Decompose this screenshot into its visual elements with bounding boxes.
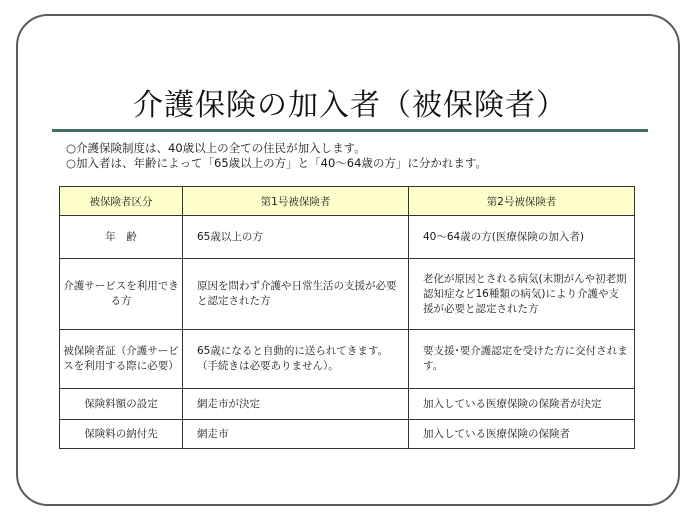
row-category: 年 齢 <box>60 216 183 259</box>
intro-text <box>66 141 487 171</box>
first-insured-cell: 原因を問わず介護や日常生活の支援が必要と認定された方 <box>183 259 409 330</box>
first-insured-cell: 65歳以上の方 <box>183 216 409 259</box>
second-insured-cell: 老化が原因とされる病気(末期がんや初老期認知症など16種類の病気)により介護や支援が必要と認定された方 <box>409 259 635 330</box>
table-row <box>60 420 635 449</box>
insured-table <box>59 186 635 449</box>
slide-title: 介護保険の加入者（被保険者） <box>133 88 567 123</box>
title-divider <box>52 129 648 132</box>
second-insured-cell: 要支援･要介護認定を受けた方に交付されます。 <box>409 330 635 389</box>
table-row <box>60 259 635 330</box>
table-header-row <box>60 187 635 216</box>
first-insured-cell: 網走市が決定 <box>183 389 409 420</box>
first-insured-cell: 65歳になると自動的に送られてきます。（手続きは必要ありません）。 <box>183 330 409 389</box>
row-category: 被保険者証（介護サービスを利用する際に必要） <box>60 330 183 389</box>
intro-line-1: ○介護保険制度は、40歳以上の全ての住民が加入します。 <box>66 141 366 155</box>
second-insured-cell: 加入している医療保険の保険者が決定 <box>409 389 635 420</box>
header-second-insured: 第2号被保険者 <box>409 187 635 216</box>
table-row <box>60 330 635 389</box>
second-insured-cell: 40～64歳の方(医療保険の加入者) <box>409 216 635 259</box>
table-row <box>60 216 635 259</box>
table-row <box>60 389 635 420</box>
header-first-insured: 第1号被保険者 <box>183 187 409 216</box>
row-category: 保険料の納付先 <box>60 420 183 449</box>
header-category: 被保険者区分 <box>60 187 183 216</box>
row-category: 介護サービスを利用できる方 <box>60 259 183 330</box>
second-insured-cell: 加入している医療保険の保険者 <box>409 420 635 449</box>
intro-line-2: ○加入者は、年齢によって「65歳以上の方」と「40～64歳の方」に分かれます。 <box>66 156 488 170</box>
row-category: 保険料額の設定 <box>60 389 183 420</box>
first-insured-cell: 網走市 <box>183 420 409 449</box>
